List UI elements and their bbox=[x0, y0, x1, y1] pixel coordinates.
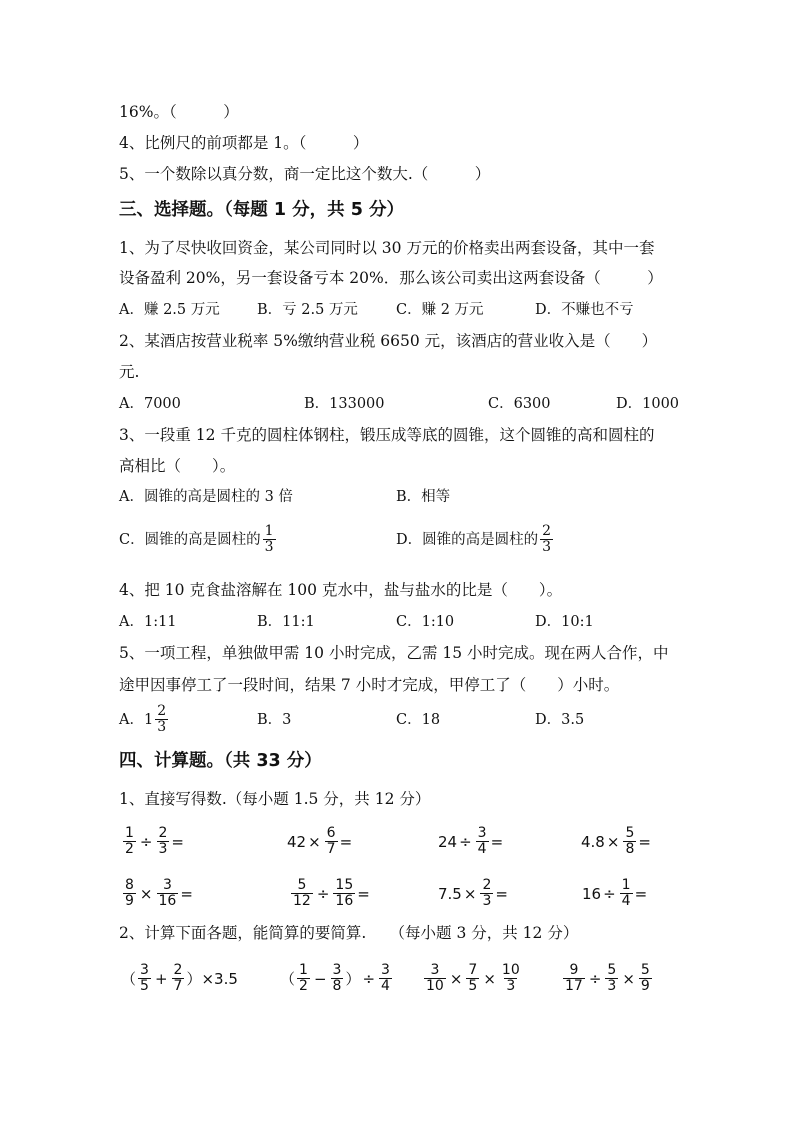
fraction bbox=[639, 963, 652, 994]
operand: ×3.5 bbox=[201, 969, 238, 988]
equals: = bbox=[490, 832, 504, 851]
numerator: 1 bbox=[299, 962, 308, 978]
numerator: 5 bbox=[640, 962, 650, 978]
operator: ÷ bbox=[588, 969, 602, 988]
numerator: 1 bbox=[125, 825, 134, 841]
option: A．赚 2.5 万元 bbox=[119, 302, 220, 318]
question-line: 1、为了尽快收回资金，某公司同时以 30 万元的价格卖出两套设备，其中一套 bbox=[119, 239, 655, 257]
option: B．11:1 bbox=[257, 614, 315, 630]
denominator: 4 bbox=[621, 893, 631, 909]
fraction bbox=[540, 524, 553, 555]
question-line: 设备盈利 20%，另一套设备亏本 20%．那么该公司卖出这两套设备（ ） bbox=[119, 269, 663, 287]
oral-calc-item bbox=[581, 826, 651, 857]
fraction bbox=[123, 826, 136, 857]
option bbox=[396, 524, 555, 555]
denominator: 7 bbox=[326, 841, 336, 857]
fraction bbox=[333, 878, 355, 909]
fraction bbox=[500, 963, 522, 994]
numerator: 3 bbox=[381, 962, 390, 978]
numerator: 2 bbox=[157, 703, 167, 719]
denominator: 3 bbox=[482, 893, 492, 909]
operator: ÷ bbox=[316, 884, 330, 903]
operator: ÷ bbox=[362, 969, 376, 988]
equals: = bbox=[634, 884, 648, 903]
option: D．1000 bbox=[616, 396, 680, 412]
question-line: 2、计算下面各题，能简算的要简算. （每小题 3 分，共 12 分） bbox=[119, 924, 579, 942]
fraction bbox=[263, 524, 276, 555]
fraction bbox=[297, 963, 310, 994]
fraction bbox=[424, 963, 446, 994]
option: A．1:11 bbox=[119, 614, 177, 630]
denominator: 5 bbox=[140, 978, 149, 994]
option: C．18 bbox=[396, 712, 441, 728]
operator: + bbox=[154, 969, 168, 988]
question-line: 高相比（ ）。 bbox=[119, 457, 236, 475]
fraction bbox=[157, 826, 170, 857]
fraction bbox=[331, 963, 344, 994]
numerator: 5 bbox=[625, 825, 635, 841]
numerator: 1 bbox=[264, 523, 274, 539]
fraction bbox=[623, 826, 636, 857]
numerator: 3 bbox=[140, 962, 149, 978]
option bbox=[119, 704, 170, 735]
operator: × bbox=[308, 832, 321, 851]
fraction bbox=[291, 878, 313, 909]
fraction bbox=[605, 963, 618, 994]
denominator: 4 bbox=[381, 978, 390, 994]
oral-calc-item bbox=[289, 878, 370, 909]
denominator: 3 bbox=[158, 841, 168, 857]
option-text: D．圆锥的高是圆柱的 bbox=[396, 531, 539, 548]
operand: 4.8 bbox=[581, 832, 605, 851]
denominator: 12 bbox=[293, 893, 311, 909]
operator: ÷ bbox=[603, 884, 616, 903]
operator: × bbox=[139, 884, 153, 903]
option-text: A．1 bbox=[119, 711, 154, 728]
option: C．6300 bbox=[488, 396, 551, 412]
denominator: 3 bbox=[157, 719, 167, 735]
operator: ÷ bbox=[139, 832, 153, 851]
operator: − bbox=[313, 969, 327, 988]
section-title: 三、选择题。（每题 1 分，共 5 分） bbox=[119, 200, 404, 220]
numerator: 8 bbox=[125, 877, 134, 893]
question-line: 5、一项工程，单独做甲需 10 小时完成，乙需 15 小时完成。现在两人合作，中 bbox=[119, 644, 669, 662]
denominator: 16 bbox=[158, 893, 177, 909]
denominator: 3 bbox=[607, 978, 617, 994]
denominator: 9 bbox=[640, 978, 650, 994]
denominator: 16 bbox=[335, 893, 354, 909]
denominator: 17 bbox=[565, 978, 583, 994]
operator: ÷ bbox=[459, 832, 472, 851]
option: D．不赚也不亏 bbox=[535, 302, 634, 318]
numerator: 9 bbox=[569, 962, 579, 978]
equals: = bbox=[180, 884, 193, 903]
operator: × bbox=[622, 969, 635, 988]
denominator: 10 bbox=[426, 978, 444, 994]
numerator: 1 bbox=[621, 877, 631, 893]
oral-calc-item bbox=[121, 826, 184, 857]
equals: = bbox=[495, 884, 508, 903]
denominator: 3 bbox=[542, 539, 552, 555]
paren-left: （ bbox=[280, 970, 296, 988]
option: B．3 bbox=[257, 712, 292, 728]
numerator: 15 bbox=[335, 877, 354, 893]
question-line: 2、某酒店按营业税率 5%缴纳营业税 6650 元，该酒店的营业收入是（ ） bbox=[119, 332, 658, 350]
oral-calc-item bbox=[287, 826, 352, 857]
operator: × bbox=[606, 832, 620, 851]
numerator: 3 bbox=[430, 962, 440, 978]
option bbox=[119, 524, 278, 555]
option: A．圆锥的高是圆柱的 3 倍 bbox=[119, 489, 293, 505]
numerator: 2 bbox=[542, 523, 552, 539]
option-text: C．圆锥的高是圆柱的 bbox=[119, 531, 261, 548]
numerator: 3 bbox=[332, 962, 342, 978]
option: D．10:1 bbox=[535, 614, 594, 630]
fraction bbox=[379, 963, 392, 994]
denominator: 5 bbox=[468, 978, 478, 994]
question-line: 4、把 10 克食盐溶解在 100 克水中，盐与盐水的比是（ ）。 bbox=[119, 581, 563, 599]
question-line: 3、一段重 12 千克的圆柱体钢柱，锻压成等底的圆锥，这个圆锥的高和圆柱的 bbox=[119, 426, 655, 444]
paren-right: ） bbox=[345, 970, 361, 988]
question-line: 元. bbox=[119, 363, 140, 381]
numerator: 7 bbox=[468, 962, 478, 978]
option: B．133000 bbox=[304, 396, 385, 412]
option: B．相等 bbox=[396, 489, 451, 505]
numerator: 5 bbox=[297, 877, 307, 893]
oral-calc-item bbox=[438, 826, 503, 857]
operand: 7.5 bbox=[438, 884, 462, 903]
fraction bbox=[563, 963, 585, 994]
fraction bbox=[138, 963, 151, 994]
numerator: 2 bbox=[158, 825, 168, 841]
denominator: 3 bbox=[264, 539, 274, 555]
question-line: 5、一个数除以真分数，商一定比这个数大.（ ） bbox=[119, 165, 491, 183]
fraction bbox=[172, 963, 185, 994]
calc-expression bbox=[280, 963, 394, 994]
fraction bbox=[123, 878, 136, 909]
option: B．亏 2.5 万元 bbox=[257, 302, 358, 318]
equals: = bbox=[171, 832, 184, 851]
paren-left: （ bbox=[121, 970, 137, 988]
option: C．赚 2 万元 bbox=[396, 302, 484, 318]
option: C．1:10 bbox=[396, 614, 455, 630]
paren-right: ） bbox=[186, 970, 202, 988]
denominator: 2 bbox=[299, 978, 308, 994]
operator: × bbox=[463, 884, 477, 903]
oral-calc-item bbox=[438, 878, 508, 909]
numerator: 10 bbox=[501, 962, 520, 978]
fraction bbox=[157, 878, 179, 909]
fraction bbox=[476, 826, 489, 857]
operand: 42 bbox=[287, 832, 307, 851]
operand: 16 bbox=[582, 884, 602, 903]
operator: × bbox=[483, 969, 496, 988]
denominator: 9 bbox=[125, 893, 134, 909]
fraction bbox=[620, 878, 633, 909]
oral-calc-item bbox=[121, 878, 193, 909]
fraction bbox=[480, 878, 493, 909]
denominator: 7 bbox=[173, 978, 183, 994]
section-title: 四、计算题。（共 33 分） bbox=[119, 751, 322, 771]
question-line: 4、比例尺的前项都是 1。（ ） bbox=[119, 134, 369, 152]
calc-expression bbox=[561, 963, 654, 994]
numerator: 3 bbox=[162, 877, 172, 893]
numerator: 2 bbox=[173, 962, 183, 978]
equals: = bbox=[357, 884, 370, 903]
calc-expression bbox=[422, 963, 524, 994]
denominator: 3 bbox=[506, 978, 516, 994]
operand: 24 bbox=[438, 832, 458, 851]
denominator: 2 bbox=[125, 841, 134, 857]
numerator: 2 bbox=[482, 877, 492, 893]
fraction bbox=[325, 826, 338, 857]
numerator: 6 bbox=[326, 825, 336, 841]
question-line: 途甲因事停工了一段时间，结果 7 小时才完成，甲停工了（ ）小时。 bbox=[119, 676, 620, 694]
question-line: 1、直接写得数.（每小题 1.5 分，共 12 分） bbox=[119, 790, 431, 808]
numerator: 5 bbox=[607, 962, 617, 978]
equals: = bbox=[638, 832, 651, 851]
fraction bbox=[155, 704, 168, 735]
denominator: 8 bbox=[625, 841, 635, 857]
calc-expression bbox=[121, 963, 238, 994]
operator: × bbox=[449, 969, 463, 988]
denominator: 4 bbox=[477, 841, 487, 857]
fraction bbox=[466, 963, 479, 994]
oral-calc-item bbox=[582, 878, 647, 909]
equals: = bbox=[339, 832, 353, 851]
question-line: 16%。（ ） bbox=[119, 103, 239, 121]
option: A．7000 bbox=[119, 396, 181, 412]
numerator: 3 bbox=[477, 825, 487, 841]
option: D．3.5 bbox=[535, 712, 585, 728]
denominator: 8 bbox=[332, 978, 342, 994]
